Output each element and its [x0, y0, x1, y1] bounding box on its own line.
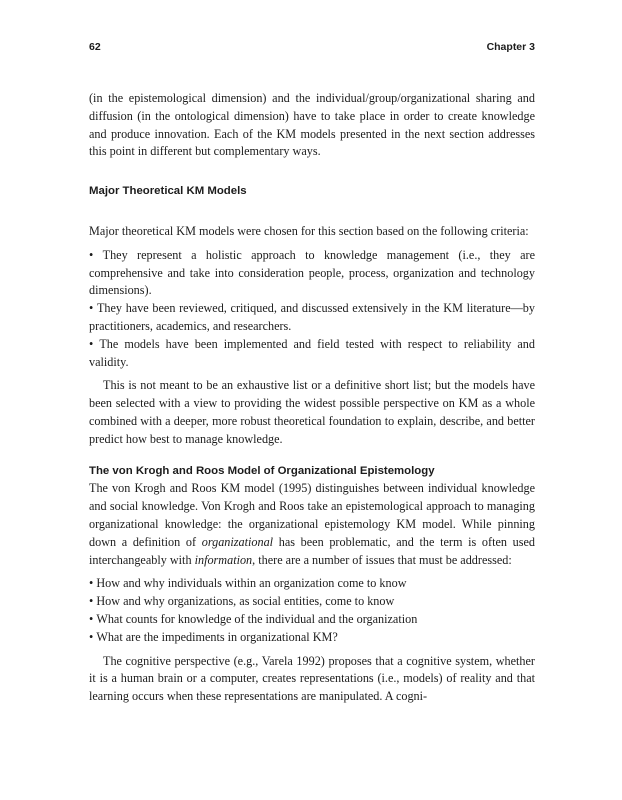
- list-item: • How and why individuals within an organization come to know: [89, 575, 535, 593]
- list-item: • What are the impediments in organizational KM?: [89, 629, 535, 647]
- page-number: 62: [89, 41, 101, 53]
- final-paragraph: The cognitive perspective (e.g., Varela 1992) proposes that a cognitive system, whether it is a human brain or a computer, creates representations (i.e., models) of reality and that learning occurs when these representations are manipulated. A cogni-: [89, 653, 535, 704]
- criteria-list: [89, 247, 535, 372]
- issues-list: [89, 575, 535, 646]
- intro-paragraph: (in the epistemological dimension) and the individual/group/organizational sharing and diffusion (in the ontological dimension) have to take place in order to create knowledge and produce innovation. Each of the KM models presented in the next section addresses this point in different but complementary ways.: [89, 91, 535, 159]
- body-text: [89, 90, 535, 706]
- subsection-paragraph: The von Krogh and Roos KM model (1995) distinguishes between individual knowledge and social knowledge. Von Krogh and Roos take an epistemological approach to managing organizational knowledge: the organizational epistemology KM model. While pinning down a definition of organizational has been problematic, and the term is often used interchangeably with information, there are a number of issues that must be addressed:: [89, 481, 535, 567]
- list-item: • They have been reviewed, critiqued, and discussed extensively in the KM literature—by practitioners, academics, and researchers.: [89, 300, 535, 336]
- list-item: • The models have been implemented and field tested with respect to reliability and validity.: [89, 336, 535, 372]
- running-header: [89, 41, 535, 57]
- closing-paragraph: This is not meant to be an exhaustive list or a definitive short list; but the models have been selected with a view to providing the widest possible perspective on KM as a whole combined with a deeper, more robust theoretical foundation to explain, describe, and better predict how best to manage knowledge.: [89, 378, 535, 446]
- subsection-heading: The von Krogh and Roos Model of Organizational Epistemology: [89, 464, 435, 477]
- chapter-label: Chapter 3: [486, 41, 535, 53]
- section-heading: Major Theoretical KM Models: [89, 185, 247, 198]
- list-item: • They represent a holistic approach to knowledge management (i.e., they are comprehensive and take into consideration people, process, organization and technology dimensions).: [89, 247, 535, 300]
- list-item: • What counts for knowledge of the individual and the organization: [89, 611, 535, 629]
- list-item: • How and why organizations, as social entities, come to know: [89, 593, 535, 611]
- section-intro: Major theoretical KM models were chosen for this section based on the following criteria:: [89, 223, 529, 238]
